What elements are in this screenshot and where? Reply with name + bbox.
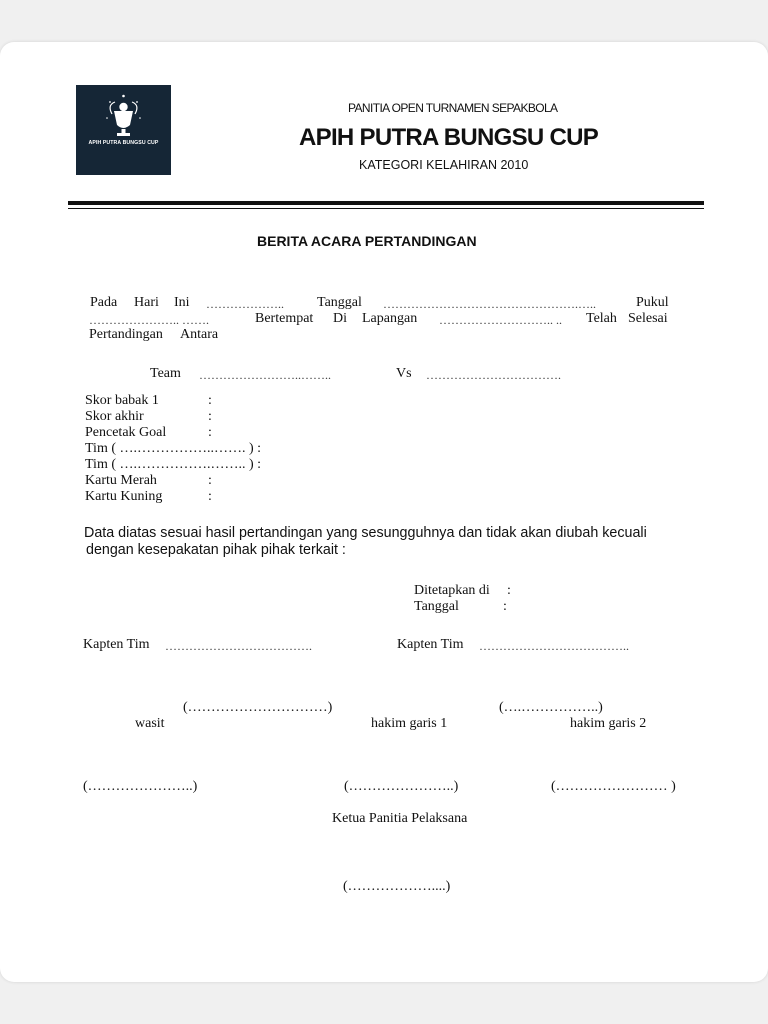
intro-word: Ini: [174, 295, 190, 310]
referee-label: wasit: [135, 716, 165, 731]
tournament-title: APIH PUTRA BUNGSU CUP: [299, 124, 599, 151]
field-colon: :: [208, 409, 212, 424]
field-label-final-score: Skor akhir: [85, 409, 144, 424]
statement-line-2: dengan kesepakatan pihak pihak terkait :: [86, 542, 346, 558]
field-label-yellow-card: Kartu Kuning: [85, 489, 163, 504]
team2-blank: …………………………….: [426, 368, 561, 382]
field-colon: :: [208, 473, 212, 488]
chairman-label: Ketua Panitia Pelaksana: [332, 811, 468, 826]
field-colon: :: [208, 489, 212, 504]
document-title: BERITA ACARA PERTANDINGAN: [257, 233, 477, 249]
chairman-signature: (………………....): [343, 879, 451, 894]
linesman-1-label: hakim garis 1: [371, 716, 448, 731]
trophy-icon: [76, 85, 171, 175]
field-colon: :: [208, 393, 212, 408]
team-label: Team: [150, 366, 181, 381]
day-blank: ………………..: [206, 297, 284, 311]
referee-signature: (…………………………): [183, 700, 333, 715]
statement-line-1: Data diatas sesuai hasil pertandingan yang sesungguhnya dan tidak akan diubah kecuali: [84, 525, 647, 541]
intro-word: Tanggal: [317, 295, 362, 310]
signature-middle: (…………………..): [344, 779, 459, 794]
captain-left-blank: ……………………………….: [165, 639, 312, 653]
header-divider-thick: [68, 201, 704, 205]
team1-blank: ……………………..……..: [199, 368, 331, 382]
field-colon: :: [208, 425, 212, 440]
signature-left: (…………………..): [83, 779, 198, 794]
intro-word: Pertandingan: [89, 327, 163, 342]
intro-word: Bertempat: [255, 311, 314, 326]
signature-right: (…………………… ): [551, 779, 676, 794]
captain-right-label: Kapten Tim: [397, 637, 464, 652]
field-colon: :: [503, 599, 507, 614]
organizer-name: PANITIA OPEN TURNAMEN SEPAKBOLA: [348, 101, 558, 115]
field-label-goal-scorer: Pencetak Goal: [85, 425, 167, 440]
field-label-red-card: Kartu Merah: [85, 473, 157, 488]
intro-word: Selesai: [628, 311, 668, 326]
tournament-logo: [76, 85, 171, 175]
tournament-category: KATEGORI KELAHIRAN 2010: [359, 158, 529, 172]
field-blank: ……………………….. ..: [439, 313, 562, 327]
field-label-team-1: Tim ( ….……………..……. ) :: [85, 441, 262, 456]
intro-word: Hari: [134, 295, 159, 310]
linesman-2-signature: (….……………..): [499, 700, 603, 715]
field-label-first-half-score: Skor babak 1: [85, 393, 159, 408]
field-label-team-2: Tim ( ….…………….…….. ) :: [85, 457, 262, 472]
captain-right-blank: ………………………………..: [479, 639, 629, 653]
logo-wordmark: APIH PUTRA BUNGSU CUP: [88, 140, 159, 146]
intro-word: Di: [333, 311, 347, 326]
established-date-label: Tanggal: [414, 599, 459, 614]
intro-word: Pada: [90, 295, 118, 310]
vs-label: Vs: [396, 366, 412, 381]
intro-word: Antara: [180, 327, 219, 342]
captain-left-label: Kapten Tim: [83, 637, 150, 652]
intro-word: Lapangan: [362, 311, 418, 326]
time-blank: ………………….. …….: [89, 313, 209, 327]
established-place-label: Ditetapkan di: [414, 583, 490, 598]
linesman-2-label: hakim garis 2: [570, 716, 647, 731]
date-blank: ………………………………………….…..: [383, 297, 596, 311]
field-colon: :: [507, 583, 511, 598]
document-page: [0, 42, 768, 982]
header-divider-thin: [68, 208, 704, 209]
intro-word: Telah: [586, 311, 617, 326]
intro-word: Pukul: [636, 295, 669, 310]
